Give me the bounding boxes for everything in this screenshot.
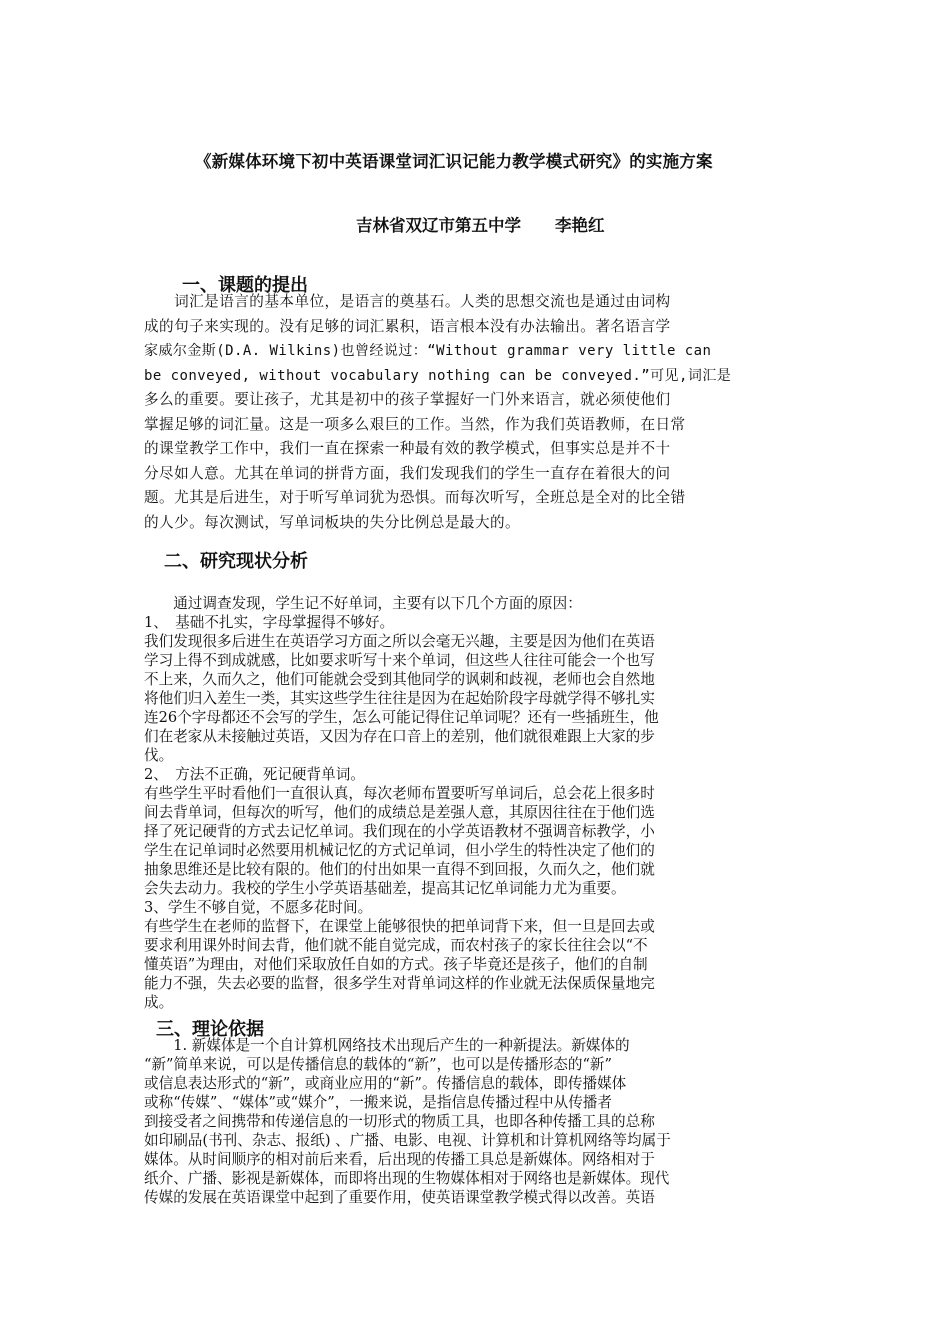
paragraph-line: 1. 新媒体是一个自计算机网络技术出现后产生的一种新提法。新媒体的 (144, 1037, 630, 1054)
paragraph-line: 要求利用课外时间去背，他们就不能自觉完成，而农村孩子的家长往往会以“不 (144, 937, 648, 954)
paragraph-line: 多么的重要。要让孩子，尤其是初中的孩子掌握好一门外来语言，就必须使他们 (144, 391, 671, 408)
paragraph-line: 连26个字母都还不会写的学生，怎么可能记得住记单词呢？还有一些插班生，他 (144, 709, 659, 726)
paragraph-line: 成。 (144, 994, 174, 1011)
paragraph-line: 家威尔金斯(D.A. Wilkins)也曾经说过：“Without grammar very little can (144, 343, 712, 359)
paragraph-line: 们在老家从未接触过英语，又因为存在口音上的差别，他们就很难跟上大家的步 (144, 728, 655, 745)
paragraph-line: 有些学生在老师的监督下，在课堂上能够很快的把单词背下来，但一旦是回去或 (144, 918, 655, 935)
author-name: 李艳红 (555, 216, 605, 235)
paragraph-line: 题。尤其是后进生，对于听写单词犹为恐惧。而每次听写，全班总是全对的比全错 (144, 489, 686, 506)
section-3-body (144, 1036, 808, 1207)
paragraph-line: 或称“传媒”、“媒体”或“媒介”，一搬来说，是指信息传播过程中从传播者 (144, 1094, 612, 1111)
paragraph-line: 通过调查发现，学生记不好单词，主要有以下几个方面的原因： (144, 595, 582, 612)
paragraph-line: “新”简单来说，可以是传播信息的载体的“新”，也可以是传播形态的“新” (144, 1056, 612, 1073)
paragraph-line: 我们发现很多后进生在英语学习方面之所以会毫无兴趣，主要是因为他们在英语 (144, 633, 655, 650)
paragraph-line: 媒体。从时间顺序的相对前后来看，后出现的传播工具总是新媒体。网络相对于 (144, 1151, 655, 1168)
paragraph-line: 择了死记硬背的方式去记忆单词。我们现在的小学英语教材不强调音标教学，小 (144, 823, 655, 840)
list-item: 3、学生不够自觉，不愿多花时间。 (144, 899, 373, 916)
list-item: 2、 方法不正确，死记硬背单词。 (144, 766, 365, 783)
section-heading-1: 一、课题的提出 (182, 275, 308, 296)
paragraph-line: 或信息表达形式的“新”，或商业应用的“新”。传播信息的载体，即传播媒体 (144, 1075, 627, 1092)
paragraph-line: 懂英语”为理由，对他们采取放任自如的方式。孩子毕竟还是孩子，他们的自制 (144, 956, 648, 973)
section-heading-2: 二、研究现状分析 (164, 551, 308, 572)
paragraph-line: 伐。 (144, 747, 174, 764)
document-title: 《新媒体环境下初中英语课堂词汇识记能力教学模式研究》的实施方案 (195, 152, 713, 171)
paragraph-line: 的课堂教学工作中，我们一直在探索一种最有效的教学模式，但事实总是并不十 (144, 440, 671, 457)
paragraph-line: 如印刷品(书刊、杂志、报纸) 、广播、电影、电视、计算机和计算机网络等均属于 (144, 1132, 671, 1149)
paragraph-line: 词汇是语言的基本单位，是语言的奠基石。人类的思想交流也是通过由词构 (144, 293, 671, 310)
section-2-body (144, 594, 808, 1012)
paragraph-line: 会失去动力。我校的学生小学英语基础差，提高其记忆单词能力尤为重要。 (144, 880, 626, 897)
paragraph-line: 分尽如人意。尤其在单词的拼背方面，我们发现我们的学生一直存在着很大的问 (144, 464, 671, 482)
paragraph-line: be conveyed, without vocabulary nothing can be conveyed.”可见,词汇是 (144, 367, 732, 384)
list-item: 1、 基础不扎实，字母掌握得不够好。 (144, 614, 395, 631)
paragraph-line: 纸介、广播、影视是新媒体，而即将出现的生物媒体相对于网络也是新媒体。现代 (144, 1170, 670, 1187)
paragraph-line: 到接受者之间携带和传递信息的一切形式的物质工具，也即各种传播工具的总称 (144, 1113, 655, 1130)
paragraph-line: 掌握足够的词汇量。这是一项多么艰巨的工作。当然，作为我们英语教师，在日常 (144, 415, 686, 433)
author-school: 吉林省双辽市第五中学 (356, 216, 521, 235)
section-1-body (144, 290, 808, 535)
author-line (356, 212, 605, 236)
paragraph-line: 有些学生平时看他们一直很认真，每次老师布置要听写单词后，总会花上很多时 (144, 785, 655, 802)
paragraph-line: 成的句子来实现的。没有足够的词汇累积，语言根本没有办法输出。著名语言学 (144, 317, 671, 335)
paragraph-line: 的人少。每次测试，写单词板块的失分比例总是最大的。 (144, 513, 521, 531)
paragraph-line: 抽象思维还是比较有限的。他们的付出如果一直得不到回报，久而久之，他们就 (144, 861, 655, 878)
paragraph-line: 学生在记单词时必然要用机械记忆的方式记单词，但小学生的特性决定了他们的 (144, 842, 655, 859)
section-heading-3: 三、理论依据 (156, 1019, 264, 1040)
paragraph-line: 间去背单词，但每次的听写，他们的成绩总是差强人意，其原因往往在于他们选 (144, 804, 655, 821)
paragraph-line: 能力不强，失去必要的监督，很多学生对背单词这样的作业就无法保质保量地完 (144, 975, 655, 992)
paragraph-line: 将他们归入差生一类，其实这些学生往往是因为在起始阶段字母就学得不够扎实 (144, 690, 655, 707)
paragraph-line: 学习上得不到成就感，比如要求听写十来个单词，但这些人往往可能会一个也写 (144, 652, 655, 669)
paragraph-line: 不上来，久而久之，他们可能就会受到其他同学的讽刺和歧视，老师也会自然地 (144, 671, 655, 688)
paragraph-line: 传媒的发展在英语课堂中起到了重要作用，使英语课堂教学模式得以改善。英语 (144, 1189, 655, 1206)
